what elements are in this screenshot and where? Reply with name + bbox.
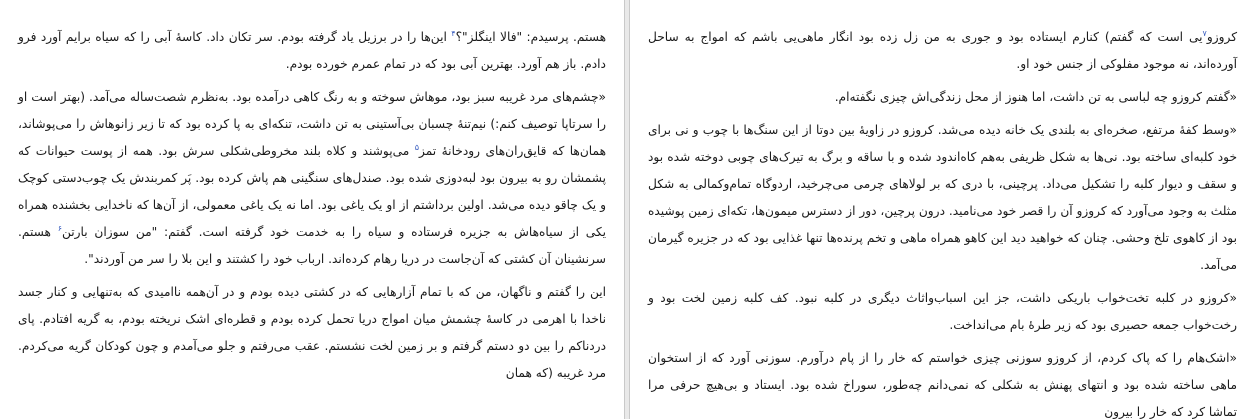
paragraph-text: «گفتم کروزو چه لباسی به تن داشت، اما هنوز از محل زندگی‌اش چیزی نگفته‌ام. [834,90,1237,104]
right-page-text [648,24,1237,419]
paragraph-text: «وسط کفهٔ مرتفع، صخره‌ای به بلندی یک خانه دیده می‌شد. کروزو در زاویهٔ بین دوتا از این سنگ‌ها با چوب و نی برای خود کلبه‌ای ساخته بود. نی‌ها به شکل ظریفی به‌هم کاه‌اندود شده و با ساقه و برگ به تیرک‌های چوبی دوخته شده بود و سقف و دیوار کلبه را تشکیل می‌داد. پرچینی، با دری که بر لولاهای چرمی می‌چرخید، اردوگاه تمام‌وکمالی به شکل مثلث به وجود می‌آورد که کروزو آن را قصر خود می‌نامید. درون پرچین، دور از دسترس میمون‌ها، تکه‌ای زمین پوشیده بود از کاهوی تلخ وحشی. چنان که خواهید دید این کاهو همراه ماهی و تخم پرنده‌ها تنها غذایی بود که در جزیره گیرمان می‌آمد. [648,123,1237,272]
paragraph [18,24,606,78]
paragraph-text: هستم. پرسیدم: "فالا اینگلز"؟ [455,30,606,44]
paragraph-text: یی است که گفتم) کنارم ایستاده بود و جوری به من زل زده بود انگار ماهی‌یی باشم که امواج به ساحل آورده‌اند، نه موجود مفلوکی از جنس خود او. [648,30,1237,71]
paragraph-text: کروزو [1206,30,1237,44]
footnote-marker[interactable]: ۷ [1202,28,1207,38]
left-page-text [18,24,606,387]
paragraph-text: «کروزو در کلبه تخت‌خواب باریکی داشت، جز این اسباب‌واثاث دیگری در کلبه نبود. کف کلبه زمین لخت بود و رخت‌خواب جمعه حصیری بود که زیر طرهٔ بام می‌انداخت. [648,291,1237,332]
paragraph [648,84,1237,111]
footnote-marker[interactable]: ۵ [414,142,420,152]
paragraph-text: این‌ها را در برزیل یاد گرفته بودم. سر تکان داد. کاسهٔ آبی را که سیاه برایم آورد فرو دادم. باز هم آورد. بهترین آبی بود که در تمام عمرم خورده بودم. [18,30,606,71]
paragraph-text: «چشم‌های مرد غریبه سبز بود، موهاش سوخته و به رنگ کاهی درآمده بود. به‌نظرم شصت‌ساله می‌آمد. (بهتر است او را سرتاپا توصیف کنم:) نیم‌تنهٔ چسبان بی‌آستینی به تن داشت، تنکه‌ای به پا کرده بود که تا زیر زانوهاش را می‌پوشاند، همان‌ها که قایق‌ران‌های رودخانهٔ تمز [18,90,606,158]
paragraph [648,285,1237,339]
paragraph [648,345,1237,419]
right-page [629,0,1255,419]
footnote-marker[interactable]: ۴ [451,28,456,38]
left-page [0,0,625,419]
paragraph [18,84,606,273]
paragraph [18,279,606,387]
footnote-marker[interactable]: ۶ [57,223,62,233]
paragraph-text: «اشک‌هام را که پاک کردم، از کروزو سوزنی چیزی خواستم که خار را از پام درآورم. سوزنی آورد که از استخوان ماهی ساخته شده بود و انتهای پهنش به شکلی که نمی‌دانم چه‌طور، سوراخ شده بود. ایستاد و بی‌هیچ حرفی مرا تماشا کرد که خار را بیرون [648,351,1237,419]
paragraph [648,117,1237,279]
paragraph-text: می‌پوشند و کلاه بلند مخروطی‌شکلی سرش بود. همه از پوست حیوانات که پشمشان رو به بیرون بود لبه‌دوزی شده بود. صندل‌های سنگینی هم پاش کرده بود. پَر کمربندش یک چوب‌دستی کوچک و یک چاقو دیده می‌شد. اولین برداشتم از او یک یاغی بود. اما نه یک یاغی معمولی، از آن‌ها که ناخدایی بخشنده همراه یکی از سیاه‌هاش به جزیره فرستاده و سیاه را به خدمت خود گرفته است. گفتم: "من سوزان بارتن [18,144,606,239]
paragraph-text: هستم. سرنشینان آن کشتی که آن‌جاست در دریا رهام کرده‌اند. ارباب خود را کشتند و این بلا را سر من آوردند". [18,225,606,266]
paragraph [648,24,1237,78]
paragraph-text: این را گفتم و ناگهان، من که با تمام آزارهایی که در کشتی دیده بودم و در آن‌همه ناامیدی که به‌تنهایی و کنار جسد ناخدا با اهرمی در کاسهٔ چشمش میان امواج دریا تحمل کرده بودم و قطره‌ای اشک نریخته بودم، به گریه افتادم. پای دردناکم را بین دو دستم گرفتم و بر زمین لخت نشستم. عقب می‌رفتم و جلو می‌آمدم و چون کودکان گریه می‌کردم. مرد غریبه (که همان [18,285,606,380]
